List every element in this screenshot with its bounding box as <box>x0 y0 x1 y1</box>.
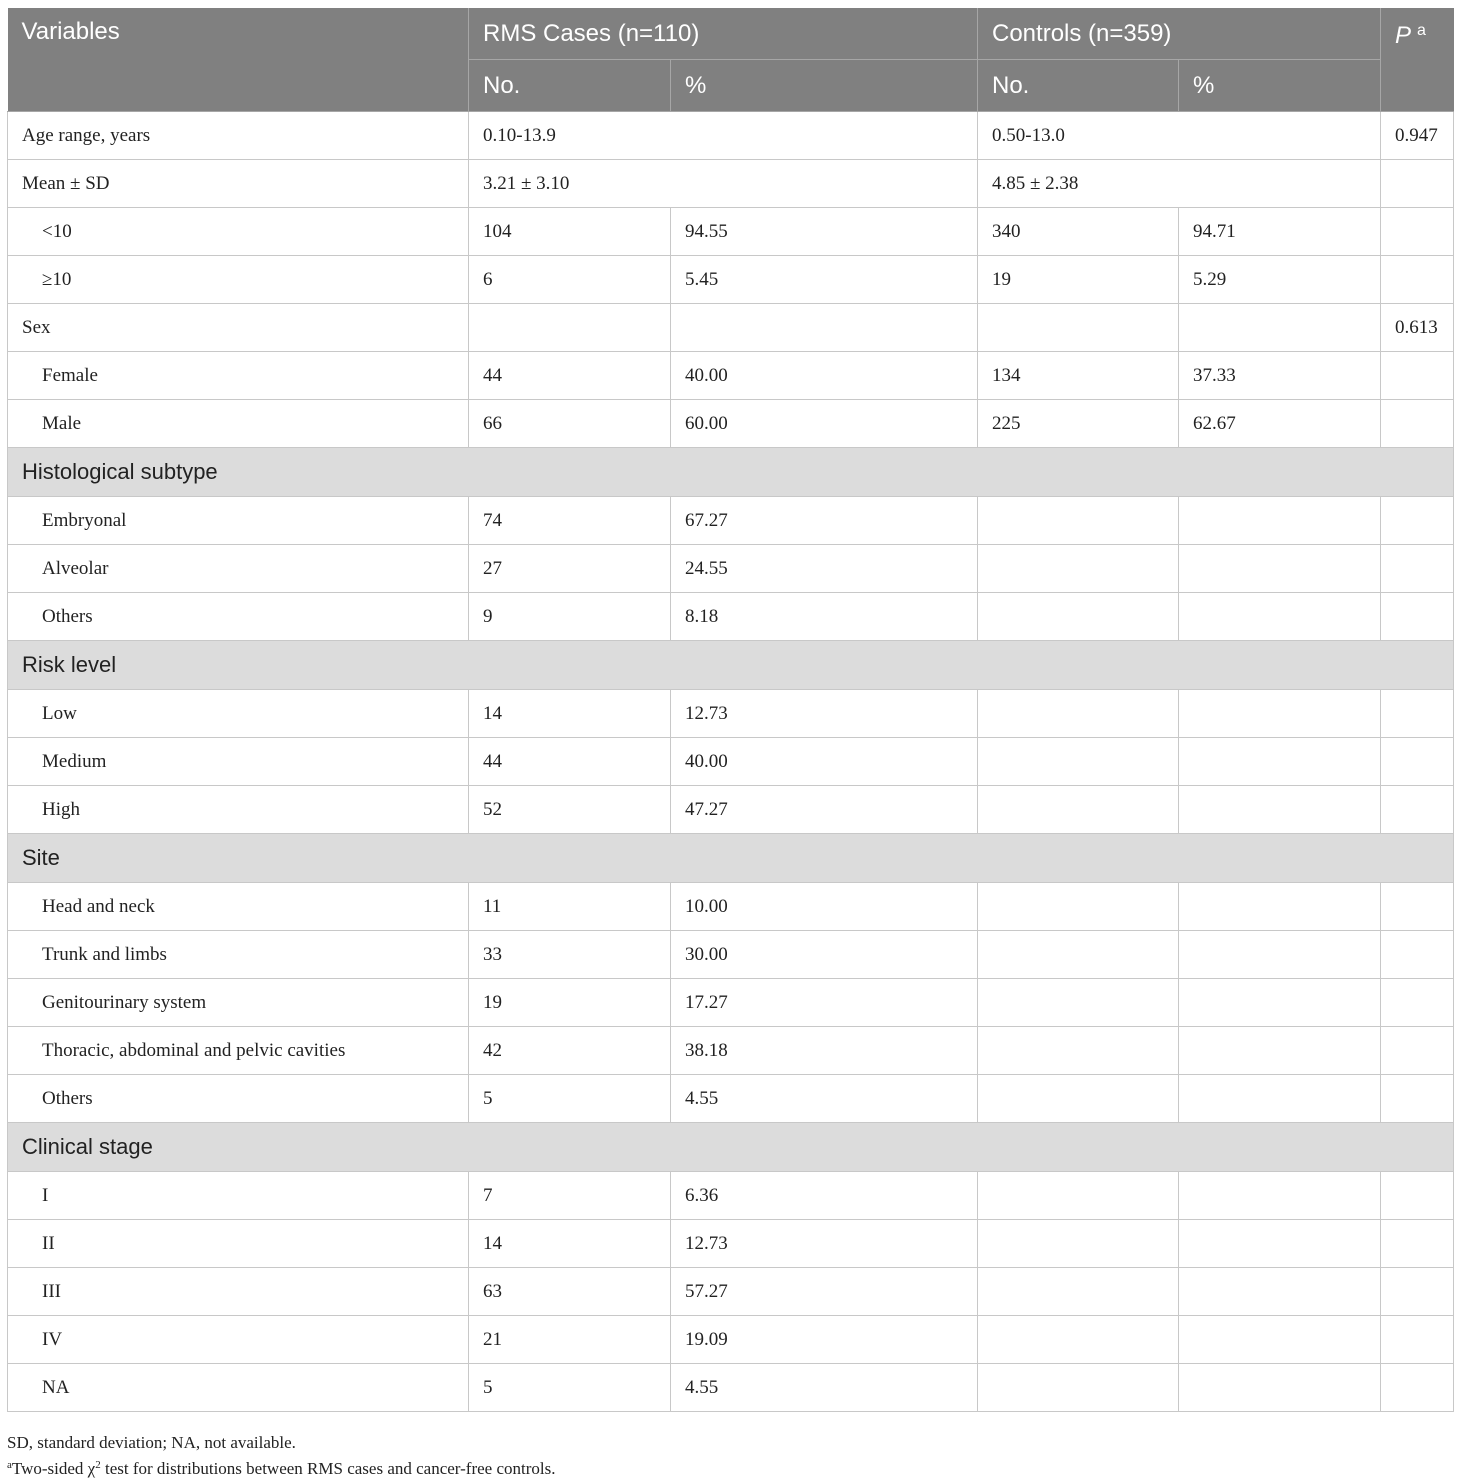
cases-pct: 8.18 <box>671 593 978 641</box>
controls-pct <box>1179 1075 1381 1123</box>
p-value <box>1381 1364 1454 1412</box>
table-row <box>8 593 1454 641</box>
controls-pct <box>1179 690 1381 738</box>
header-rms-cases: RMS Cases (n=110) <box>469 8 978 60</box>
controls-no <box>978 786 1179 834</box>
p-value <box>1381 979 1454 1027</box>
controls-no <box>978 738 1179 786</box>
table-row <box>8 400 1454 448</box>
cases-no: 66 <box>469 400 671 448</box>
row-label: NA <box>8 1364 469 1412</box>
controls-no <box>978 1268 1179 1316</box>
row-label: I <box>8 1172 469 1220</box>
section-header-row <box>8 641 1454 690</box>
table-row <box>8 1027 1454 1075</box>
controls-pct <box>1179 497 1381 545</box>
row-label: <10 <box>8 208 469 256</box>
cases-no: 7 <box>469 1172 671 1220</box>
table-row <box>8 1075 1454 1123</box>
controls-no: 225 <box>978 400 1179 448</box>
section-title: Clinical stage <box>8 1123 1454 1172</box>
controls-no <box>978 1316 1179 1364</box>
header-row-1 <box>8 8 1454 60</box>
table-row <box>8 256 1454 304</box>
section-header-row <box>8 834 1454 883</box>
controls-no <box>978 1220 1179 1268</box>
header-variables: Variables <box>8 8 469 112</box>
footnotes <box>7 1431 1453 1480</box>
cases-pct: 17.27 <box>671 979 978 1027</box>
table-row <box>8 1364 1454 1412</box>
cases-pct: 6.36 <box>671 1172 978 1220</box>
p-value <box>1381 256 1454 304</box>
cases-pct: 12.73 <box>671 1220 978 1268</box>
header-cases-no: No. <box>469 60 671 112</box>
controls-no: 19 <box>978 256 1179 304</box>
cases-pct: 4.55 <box>671 1075 978 1123</box>
controls-pct <box>1179 593 1381 641</box>
controls-no <box>978 545 1179 593</box>
cases-pct: 5.45 <box>671 256 978 304</box>
controls-pct <box>1179 786 1381 834</box>
cases-pct: 57.27 <box>671 1268 978 1316</box>
cases-value: 0.10-13.9 <box>469 112 978 160</box>
p-value <box>1381 1268 1454 1316</box>
controls-no <box>978 931 1179 979</box>
table-row <box>8 1172 1454 1220</box>
controls-no <box>978 979 1179 1027</box>
cases-value: 3.21 ± 3.10 <box>469 160 978 208</box>
controls-pct: 94.71 <box>1179 208 1381 256</box>
controls-pct <box>1179 1316 1381 1364</box>
cases-no: 44 <box>469 352 671 400</box>
cases-no: 27 <box>469 545 671 593</box>
footnote-a-text-pre: Two-sided χ <box>11 1459 96 1478</box>
p-value <box>1381 1075 1454 1123</box>
row-label: ≥10 <box>8 256 469 304</box>
cases-no: 14 <box>469 1220 671 1268</box>
controls-pct <box>1179 1220 1381 1268</box>
controls-no <box>978 304 1179 352</box>
table-row <box>8 352 1454 400</box>
row-label: Others <box>8 593 469 641</box>
controls-no: 134 <box>978 352 1179 400</box>
cases-no: 21 <box>469 1316 671 1364</box>
section-header-row <box>8 1123 1454 1172</box>
p-value <box>1381 1316 1454 1364</box>
cases-pct: 47.27 <box>671 786 978 834</box>
cases-no: 5 <box>469 1075 671 1123</box>
header-p-sup: a <box>1417 22 1426 39</box>
controls-no <box>978 1075 1179 1123</box>
cases-no: 6 <box>469 256 671 304</box>
table-row <box>8 208 1454 256</box>
p-value <box>1381 497 1454 545</box>
p-value <box>1381 738 1454 786</box>
section-risk <box>8 641 1454 834</box>
cases-no: 14 <box>469 690 671 738</box>
cases-pct: 94.55 <box>671 208 978 256</box>
table-row <box>8 690 1454 738</box>
p-value <box>1381 1027 1454 1075</box>
cases-pct: 24.55 <box>671 545 978 593</box>
table-row <box>8 160 1454 208</box>
row-label: Trunk and limbs <box>8 931 469 979</box>
controls-no <box>978 1172 1179 1220</box>
cases-pct: 19.09 <box>671 1316 978 1364</box>
controls-pct <box>1179 883 1381 931</box>
footnote-a-text-post: test for distributions between RMS cases and cancer-free controls. <box>100 1459 556 1478</box>
controls-pct <box>1179 1172 1381 1220</box>
cases-pct: 40.00 <box>671 738 978 786</box>
demographics-table-container <box>7 8 1453 1412</box>
section-stage <box>8 1123 1454 1412</box>
cases-pct <box>671 304 978 352</box>
controls-pct <box>1179 1027 1381 1075</box>
cases-no: 19 <box>469 979 671 1027</box>
table-row <box>8 1268 1454 1316</box>
cases-no: 33 <box>469 931 671 979</box>
table-row <box>8 786 1454 834</box>
table-row <box>8 979 1454 1027</box>
controls-no <box>978 883 1179 931</box>
cases-pct: 67.27 <box>671 497 978 545</box>
controls-no <box>978 690 1179 738</box>
row-label: Medium <box>8 738 469 786</box>
controls-pct <box>1179 1364 1381 1412</box>
row-label: Head and neck <box>8 883 469 931</box>
row-label: Genitourinary system <box>8 979 469 1027</box>
header-controls: Controls (n=359) <box>978 8 1381 60</box>
controls-no <box>978 593 1179 641</box>
row-label: High <box>8 786 469 834</box>
section-title: Site <box>8 834 1454 883</box>
cases-pct: 10.00 <box>671 883 978 931</box>
p-value <box>1381 208 1454 256</box>
table-row <box>8 738 1454 786</box>
p-value <box>1381 1172 1454 1220</box>
row-label: Mean ± SD <box>8 160 469 208</box>
controls-no <box>978 1364 1179 1412</box>
table-row <box>8 112 1454 160</box>
controls-pct <box>1179 979 1381 1027</box>
row-label: Low <box>8 690 469 738</box>
controls-value: 4.85 ± 2.38 <box>978 160 1381 208</box>
header-p-label: P <box>1395 22 1412 49</box>
footnote-abbreviations: SD, standard deviation; NA, not available. <box>7 1433 296 1452</box>
cases-no: 9 <box>469 593 671 641</box>
p-value: 0.613 <box>1381 304 1454 352</box>
table-row <box>8 931 1454 979</box>
row-label: Male <box>8 400 469 448</box>
header-controls-no: No. <box>978 60 1179 112</box>
row-label: Female <box>8 352 469 400</box>
header-controls-pct: % <box>1179 60 1381 112</box>
section-histology <box>8 448 1454 641</box>
controls-pct <box>1179 738 1381 786</box>
footnote-a-marker: a <box>7 1459 12 1471</box>
section-title: Risk level <box>8 641 1454 690</box>
demographics-table <box>7 8 1454 1412</box>
p-value <box>1381 593 1454 641</box>
p-value <box>1381 931 1454 979</box>
p-value <box>1381 400 1454 448</box>
footnote-a-chi-sup: 2 <box>95 1459 101 1471</box>
table-row <box>8 545 1454 593</box>
p-value <box>1381 1220 1454 1268</box>
table-row <box>8 497 1454 545</box>
table-row <box>8 1220 1454 1268</box>
row-label: III <box>8 1268 469 1316</box>
cases-no <box>469 304 671 352</box>
row-label: Others <box>8 1075 469 1123</box>
cases-no: 42 <box>469 1027 671 1075</box>
p-value <box>1381 883 1454 931</box>
controls-pct <box>1179 1268 1381 1316</box>
cases-no: 5 <box>469 1364 671 1412</box>
table-row <box>8 304 1454 352</box>
row-label: IV <box>8 1316 469 1364</box>
controls-pct: 37.33 <box>1179 352 1381 400</box>
header-p-value <box>1381 8 1454 112</box>
controls-pct <box>1179 304 1381 352</box>
controls-value: 0.50-13.0 <box>978 112 1381 160</box>
table-row <box>8 883 1454 931</box>
cases-no: 44 <box>469 738 671 786</box>
cases-no: 11 <box>469 883 671 931</box>
p-value <box>1381 786 1454 834</box>
cases-pct: 30.00 <box>671 931 978 979</box>
cases-pct: 12.73 <box>671 690 978 738</box>
row-label: Embryonal <box>8 497 469 545</box>
controls-pct: 5.29 <box>1179 256 1381 304</box>
footnote-a <box>7 1454 1453 1480</box>
cases-pct: 60.00 <box>671 400 978 448</box>
cases-no: 63 <box>469 1268 671 1316</box>
p-value <box>1381 160 1454 208</box>
controls-pct <box>1179 931 1381 979</box>
header-cases-pct: % <box>671 60 978 112</box>
p-value <box>1381 352 1454 400</box>
controls-pct <box>1179 545 1381 593</box>
row-label: Sex <box>8 304 469 352</box>
p-value <box>1381 545 1454 593</box>
row-label: II <box>8 1220 469 1268</box>
controls-no <box>978 1027 1179 1075</box>
section-header-row <box>8 448 1454 497</box>
row-label: Alveolar <box>8 545 469 593</box>
cases-no: 74 <box>469 497 671 545</box>
controls-pct: 62.67 <box>1179 400 1381 448</box>
section-site <box>8 834 1454 1123</box>
controls-no <box>978 497 1179 545</box>
p-value <box>1381 690 1454 738</box>
row-label: Thoracic, abdominal and pelvic cavities <box>8 1027 469 1075</box>
cases-no: 104 <box>469 208 671 256</box>
p-value: 0.947 <box>1381 112 1454 160</box>
table-row <box>8 1316 1454 1364</box>
cases-pct: 4.55 <box>671 1364 978 1412</box>
cases-no: 52 <box>469 786 671 834</box>
controls-no: 340 <box>978 208 1179 256</box>
section-title: Histological subtype <box>8 448 1454 497</box>
cases-pct: 38.18 <box>671 1027 978 1075</box>
row-label: Age range, years <box>8 112 469 160</box>
cases-pct: 40.00 <box>671 352 978 400</box>
